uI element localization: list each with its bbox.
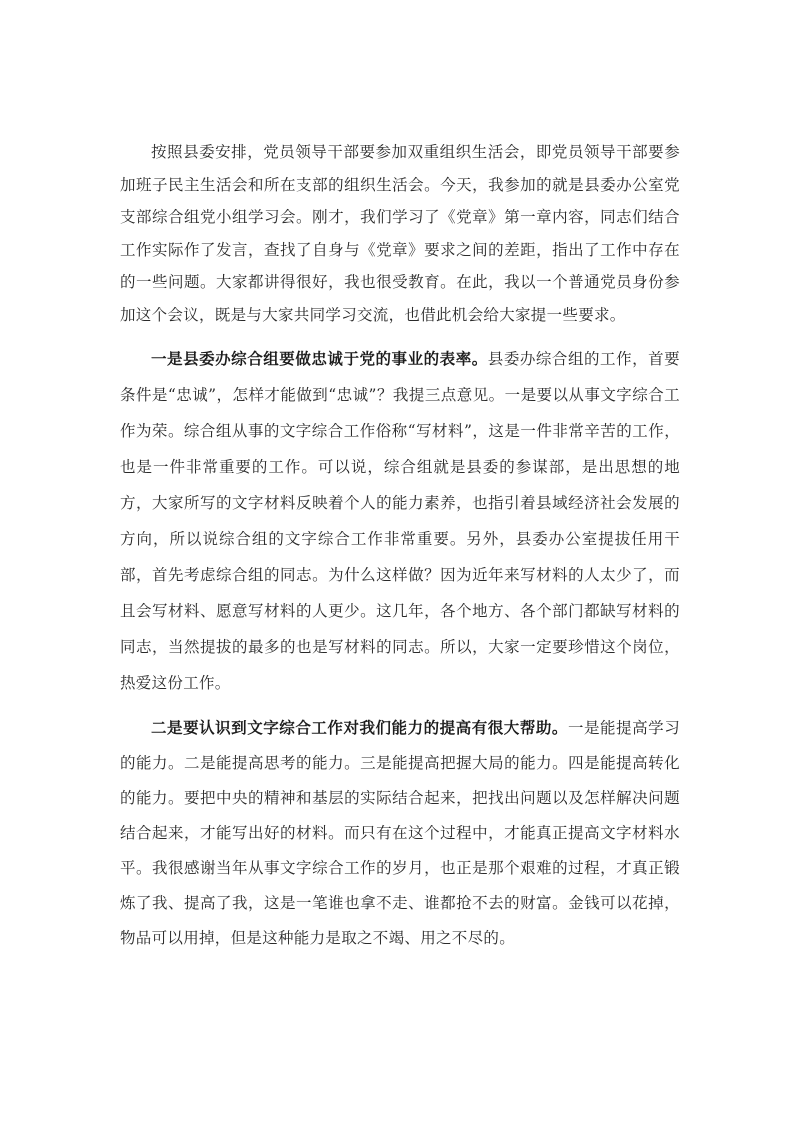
paragraph-intro-text: 按照县委安排，党员领导干部要参加双重组织生活会，即党员领导干部要参加班子民主生活会和所在支部的组织生活会。今天，我参加的就是县委办公室党支部综合组党小组学习会。刚才，我们学习了《党章》第一章内容，同志们结合工作实际作了发言，查找了自身与《党章》要求之间的差距，指出了工作中存在的一些问题。大家都讲得很好，我也很受教育。在此，我以一个普通党员身份参加这个会议，既是与大家共同学习交流，也借此机会给大家提一些要求。 [120, 143, 680, 324]
paragraph-point-two [120, 711, 680, 956]
paragraph-point-one [120, 341, 680, 701]
paragraph-point-two-text: 一是能提高学习的能力。二是能提高思考的能力。三是能提高把握大局的能力。四是能提高转化的能力。要把中央的精神和基层的实际结合起来，把找出问题以及怎样解决问题结合起来，才能写出好的材料。而只有在这个过程中，才能真正提高文字材料水平。我很感谢当年从事文字综合工作的岁月，也正是那个艰难的过程，才真正锻炼了我、提高了我，这是一笔谁也拿不走、谁都抢不去的财富。金钱可以花掉，物品可以用掉，但是这种能力是取之不竭、用之不尽的。 [120, 719, 680, 947]
paragraph-point-one-text: 县委办综合组的工作，首要条件是“忠诚”，怎样才能做到“忠诚”？我提三点意见。一是要以从事文字综合工作为荣。综合组从事的文字综合工作俗称“写材料”，这是一件非常辛苦的工作，也是一件非常重要的工作。可以说，综合组就是县委的参谋部，是出思想的地方，大家所写的文字材料反映着个人的能力素养，也指引着县域经济社会发展的方向，所以说综合组的文字综合工作非常重要。另外，县委办公室提拔任用干部，首先考虑综合组的同志。为什么这样做？因为近年来写材料的人太少了，而且会写材料、愿意写材料的人更少。这几年，各个地方、各个部门都缺写材料的同志，当然提拔的最多的也是写材料的同志。所以，大家一定要珍惜这个岗位，热爱这份工作。 [120, 350, 680, 692]
paragraph-point-two-heading: 二是要认识到文字综合工作对我们能力的提高有很大帮助。 [151, 719, 568, 737]
paragraph-point-one-heading: 一是县委办综合组要做忠诚于党的事业的表率。 [151, 350, 488, 368]
document-page [120, 136, 680, 956]
paragraph-intro [120, 136, 680, 331]
